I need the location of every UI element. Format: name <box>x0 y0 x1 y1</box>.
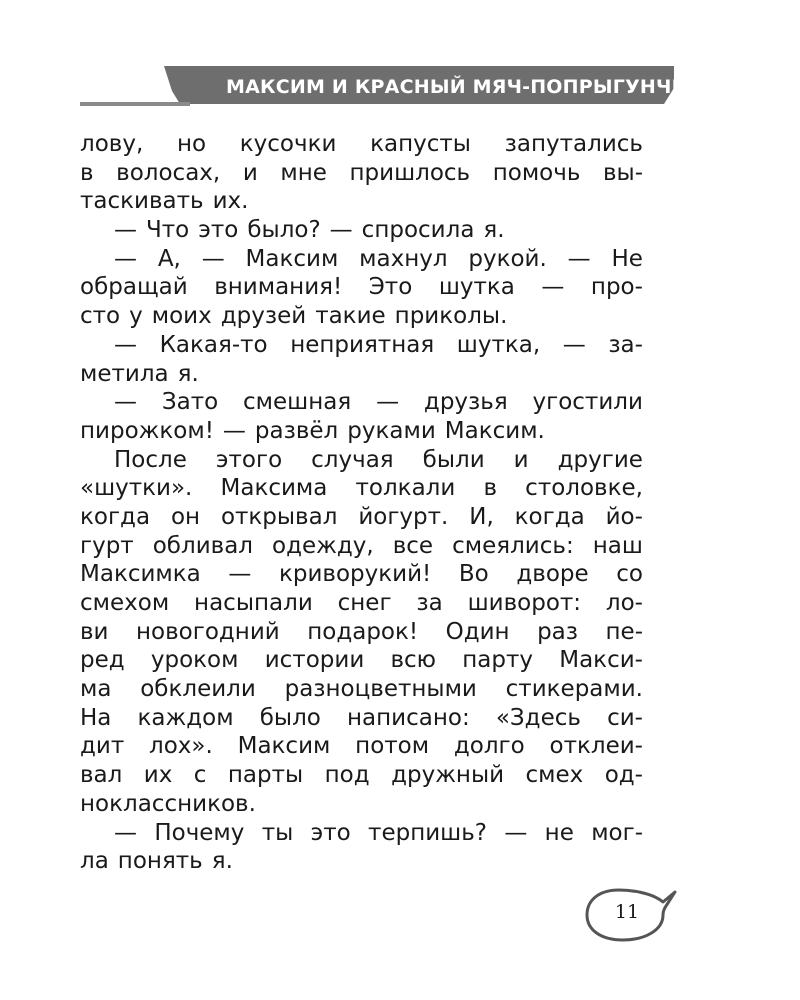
word: гурт <box>80 532 134 559</box>
word: махнул <box>359 245 448 272</box>
text-line <box>80 245 643 274</box>
word: было? <box>247 217 321 244</box>
word: друзей <box>220 303 307 330</box>
word: сто <box>80 303 121 330</box>
word: таскивать <box>80 188 204 215</box>
word: А, <box>157 245 181 272</box>
word: за <box>416 590 443 616</box>
word: когда <box>80 503 151 530</box>
word: было <box>259 704 321 731</box>
word: смехом <box>80 590 170 616</box>
word: за- <box>608 331 643 358</box>
word: ред <box>80 647 125 674</box>
word: обклеили <box>140 676 256 703</box>
word: новогодний <box>136 618 280 645</box>
text-line <box>80 646 643 675</box>
word: Максим <box>237 733 331 760</box>
word: терпишь? <box>368 819 487 846</box>
running-header-title: МАКСИМ И КРАСНЫЙ МЯЧ-ПОПРЫГУНЧИК <box>226 76 704 98</box>
word: мне <box>280 159 327 186</box>
text-line <box>80 474 643 503</box>
word: я. <box>483 217 505 244</box>
word: — <box>562 331 586 358</box>
word: неприятная <box>290 331 435 358</box>
word: другие <box>557 446 643 473</box>
word: Максим. <box>444 417 545 444</box>
word: — <box>222 417 246 444</box>
word: йогурт. <box>358 503 449 530</box>
word: шутка, <box>456 331 541 358</box>
text-line <box>80 560 643 589</box>
word: пирожком! <box>80 417 214 444</box>
word: угостили <box>532 389 643 416</box>
word: Максим <box>245 245 339 272</box>
word: обливал <box>152 532 253 559</box>
word: ма <box>80 676 112 703</box>
word: Один <box>445 618 510 645</box>
word: — <box>541 274 565 301</box>
word: под <box>324 762 370 789</box>
text-line <box>80 216 643 245</box>
word: пришлось <box>349 159 471 186</box>
word: — <box>329 217 353 244</box>
word: их. <box>212 188 249 215</box>
word: друзья <box>423 389 508 416</box>
word: у <box>129 303 143 330</box>
text-line <box>80 187 643 216</box>
word: насыпали <box>194 590 313 616</box>
word: волосах, <box>116 159 221 186</box>
word: — <box>376 389 400 416</box>
word: Это <box>368 274 413 301</box>
word: — <box>114 245 137 272</box>
word: «шутки». <box>80 475 193 502</box>
word: развёл <box>254 417 339 444</box>
word: парту <box>462 647 534 674</box>
word: их <box>143 762 173 789</box>
word: стикерами. <box>505 676 643 703</box>
word: ло- <box>605 590 643 616</box>
text-line <box>80 790 643 819</box>
word: это <box>198 217 239 244</box>
word: йо- <box>605 503 643 530</box>
word: Зато <box>161 389 219 416</box>
word: подарок! <box>307 618 419 645</box>
word: все <box>392 532 434 559</box>
word: такие <box>315 303 386 330</box>
word: Максима <box>220 475 328 502</box>
word: — <box>504 819 528 846</box>
word: я. <box>211 848 233 875</box>
word: столовке, <box>525 475 643 502</box>
word: — <box>201 245 225 272</box>
word: ви <box>80 618 109 645</box>
page-text <box>80 130 643 876</box>
word: всю <box>390 647 437 674</box>
text-line <box>80 159 643 188</box>
word: долго <box>453 733 525 760</box>
word: — <box>114 331 137 358</box>
text-line <box>80 388 643 417</box>
word: од- <box>604 762 643 789</box>
word: обращай <box>80 274 188 301</box>
word: одежду, <box>272 532 374 559</box>
word: ла <box>80 848 109 875</box>
word: — <box>228 561 252 588</box>
word: раз <box>537 618 579 645</box>
word: Что <box>146 217 190 244</box>
word: толкали <box>355 475 456 502</box>
word: понять <box>117 848 203 875</box>
word: метила <box>80 360 169 387</box>
word: — <box>114 389 137 416</box>
word: — <box>114 819 137 846</box>
word: вы- <box>602 159 643 186</box>
word: Макси- <box>559 647 643 674</box>
word: приколы. <box>394 303 508 330</box>
word: Почему <box>154 819 245 846</box>
word: моих <box>151 303 212 330</box>
word: истории <box>264 647 365 674</box>
word: в <box>80 159 94 186</box>
word: смех <box>525 762 584 789</box>
word: И, <box>469 503 494 530</box>
text-line <box>80 130 643 159</box>
word: мог- <box>591 819 643 846</box>
word: дворе <box>516 561 589 588</box>
word: вал <box>80 762 123 789</box>
word: открывал <box>220 503 338 530</box>
word: отклеи- <box>549 733 643 760</box>
word: случая <box>311 446 394 473</box>
word: написано: <box>346 704 470 731</box>
word: — <box>567 245 591 272</box>
word: запутались <box>504 131 643 157</box>
word: капусты <box>370 131 471 157</box>
word: про- <box>590 274 643 301</box>
word: ноклассников. <box>80 790 256 817</box>
word: шутка <box>438 274 515 301</box>
word: снег <box>337 590 392 616</box>
word: лову, <box>80 131 144 157</box>
text-line <box>80 675 643 704</box>
word: После <box>114 446 187 473</box>
word: этого <box>215 446 283 473</box>
word: смешная <box>243 389 352 416</box>
word: спросила <box>361 217 475 244</box>
word: Не <box>611 245 643 272</box>
word: криворукий! <box>278 561 432 588</box>
word: Максимка <box>80 561 201 588</box>
word: каждом <box>137 704 234 731</box>
word: со <box>616 561 643 588</box>
text-line <box>80 273 643 302</box>
text-line <box>80 732 643 761</box>
word: Какая-то <box>159 331 268 358</box>
word: и <box>242 159 258 186</box>
word: ты <box>261 819 294 846</box>
text-line <box>80 589 643 618</box>
word: рукой. <box>468 245 547 272</box>
text-line <box>80 618 643 647</box>
text-line <box>80 761 643 790</box>
word: внимания! <box>214 274 343 301</box>
word: были <box>422 446 485 473</box>
text-line <box>80 847 643 876</box>
text-line <box>80 503 643 532</box>
text-line <box>80 532 643 561</box>
word: кусочки <box>239 131 337 157</box>
word: в <box>483 475 498 502</box>
word: руками <box>347 417 436 444</box>
word: пе- <box>605 618 643 645</box>
word: дит <box>80 733 125 760</box>
text-line <box>80 819 643 848</box>
word: с <box>193 762 207 789</box>
word: потом <box>355 733 430 760</box>
text-line <box>80 417 643 446</box>
word: я. <box>177 360 199 387</box>
text-line <box>80 360 643 389</box>
word: — <box>114 217 137 244</box>
text-line <box>80 302 643 331</box>
word: когда <box>514 503 585 530</box>
page-number: 11 <box>614 901 640 923</box>
word: уроком <box>150 647 239 674</box>
word: он <box>170 503 201 530</box>
word: Во <box>458 561 489 588</box>
word: шиворот: <box>467 590 582 616</box>
text-line <box>80 704 643 733</box>
word: наш <box>592 532 643 559</box>
word: парты <box>227 762 304 789</box>
word: это <box>310 819 351 846</box>
word: не <box>544 819 574 846</box>
word: дружный <box>391 762 505 789</box>
word: но <box>176 131 207 157</box>
word: смеялись: <box>452 532 574 559</box>
word: «Здесь <box>495 704 581 731</box>
word: си- <box>607 704 643 731</box>
text-line <box>80 446 643 475</box>
word: разноцветными <box>284 676 477 703</box>
word: помочь <box>492 159 581 186</box>
text-line <box>80 331 643 360</box>
word: На <box>80 704 112 731</box>
word: лох». <box>149 733 213 760</box>
word: и <box>513 446 529 473</box>
